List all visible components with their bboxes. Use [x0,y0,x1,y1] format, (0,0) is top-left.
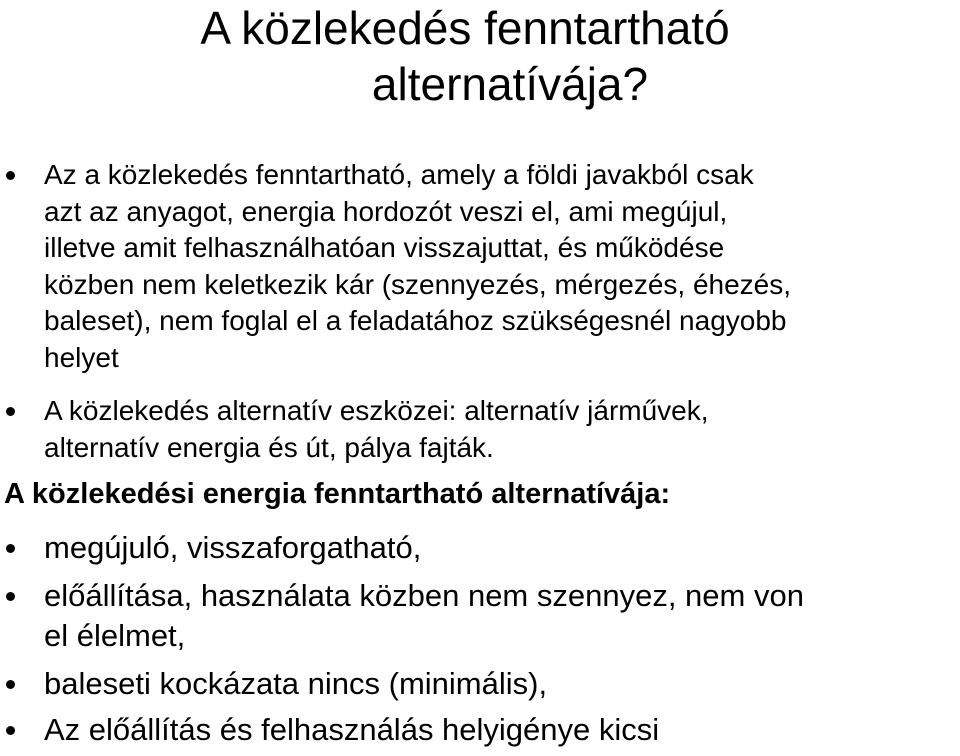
bullet-line: Az előállítás és felhasználás helyigénye kicsi [44,712,660,747]
bullet-definition [0,157,960,376]
slide-title [0,0,960,112]
bullet-line: illetve amit felhasználhatóan visszajuttat, és működése [44,232,725,263]
list-item [0,576,960,656]
bullet-line: el élelmet, [44,618,186,653]
bullet-line: helyet [44,341,119,373]
bullet-line: baleset), nem foglal el a feladatához szükségesnél nagyobb [44,305,787,336]
bullet-icon [6,171,15,180]
bullet-no-pollution [0,576,960,656]
bullet-line: előállítása, használata közben nem szennyez, nem von [44,578,804,613]
bullet-alternative-tools [0,393,960,466]
bullet-line: Az a közlekedés fenntartható, amely a földi javakból csak [44,159,754,190]
bullet-icon [6,544,15,553]
bullet-icon [6,592,15,601]
bullet-line: közben nem keletkezik kár (szennyezés, mérgezés, éhezés, [44,268,792,300]
list-item [0,393,960,466]
bullet-icon [6,680,15,689]
list-item [0,710,960,750]
section-heading: A közlekedési energia fenntartható alternatívája: [4,478,671,510]
list-item [0,664,960,704]
bullet-icon [6,407,15,416]
title-line-2: alternatívája? [371,58,649,110]
bullet-line: megújuló, visszaforgatható, [44,530,422,565]
list-item [0,528,960,568]
bullet-line: baleseti kockázata nincs (minimális), [44,666,548,701]
bullet-renewable [0,528,960,568]
bullet-line: A közlekedés alternatív eszközei: alternatív járművek, [44,395,709,426]
title-line-1: A közlekedés fenntartható [200,2,730,54]
bullet-line: azt az anyagot, energia hordozót veszi el, ami megújul, [44,195,728,227]
list-item [0,157,960,376]
bullet-space-need [0,710,960,750]
bullet-line: alternatív energia és út, pálya fajták. [44,431,494,463]
bullet-icon [6,726,15,735]
bullet-accident-risk [0,664,960,704]
